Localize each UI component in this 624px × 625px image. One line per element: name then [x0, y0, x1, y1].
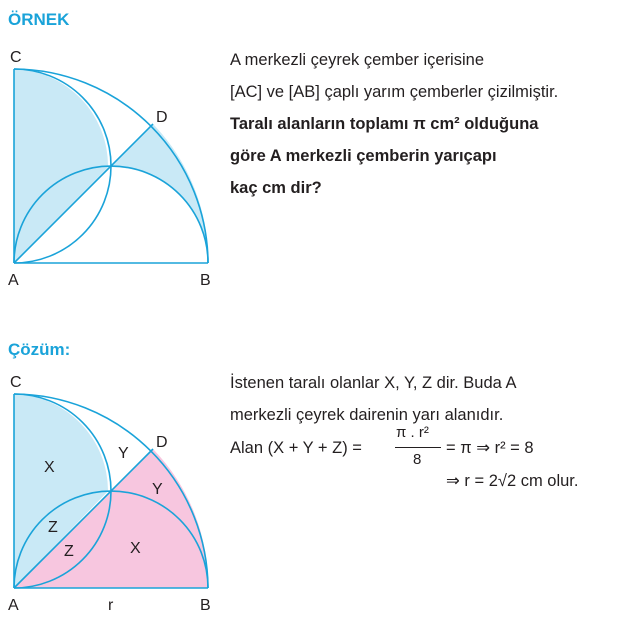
example-line: [AC] ve [AB] çaplı yarım çemberler çizilmiştir. [230, 83, 559, 101]
example-label-d: D [156, 109, 168, 126]
solution-label-y-top: Y [118, 445, 129, 462]
example-text [230, 44, 620, 204]
solution-text [230, 367, 620, 431]
solution-label-r: r [108, 597, 114, 614]
solution-heading: Çözüm: [8, 340, 71, 359]
solution-line: İstenen taralı olanlar X, Y, Z dir. Buda A [230, 374, 517, 392]
solution-label-x-right: X [130, 540, 141, 557]
solution-label-y-right: Y [152, 481, 163, 498]
example-question-line: kaç cm dir? [230, 179, 322, 197]
example-heading: ÖRNEK [8, 10, 70, 29]
example-line: A merkezli çeyrek çember içerisine [230, 51, 484, 69]
solution-eq2: ⇒ r = 2√2 cm olur. [446, 472, 579, 490]
solution-eq1-prefix: Alan (X + Y + Z) = [230, 439, 362, 457]
solution-eq1-fraction-bar [395, 447, 441, 448]
solution-label-d: D [156, 434, 168, 451]
solution-label-z-lower: Z [64, 543, 74, 560]
example-question-line: göre A merkezli çemberin yarıçapı [230, 147, 497, 165]
example-label-b: B [200, 272, 211, 289]
solution-eq1-denominator: 8 [413, 451, 422, 468]
solution-label-z-upper: Z [48, 519, 58, 536]
example-label-c: C [10, 49, 22, 66]
solution-label-x-left: X [44, 459, 55, 476]
solution-label-a: A [8, 597, 19, 614]
example-question-line: Taralı alanların toplamı π cm² olduğuna [230, 115, 539, 133]
solution-eq1-numerator: π . r² [396, 424, 429, 441]
solution-eq1-suffix: = π ⇒ r² = 8 [446, 439, 534, 457]
example-label-a: A [8, 272, 19, 289]
solution-line: merkezli çeyrek dairenin yarı alanıdır. [230, 406, 504, 424]
solution-label-b: B [200, 597, 211, 614]
solution-label-c: C [10, 374, 22, 391]
example-shade-left [14, 69, 108, 263]
